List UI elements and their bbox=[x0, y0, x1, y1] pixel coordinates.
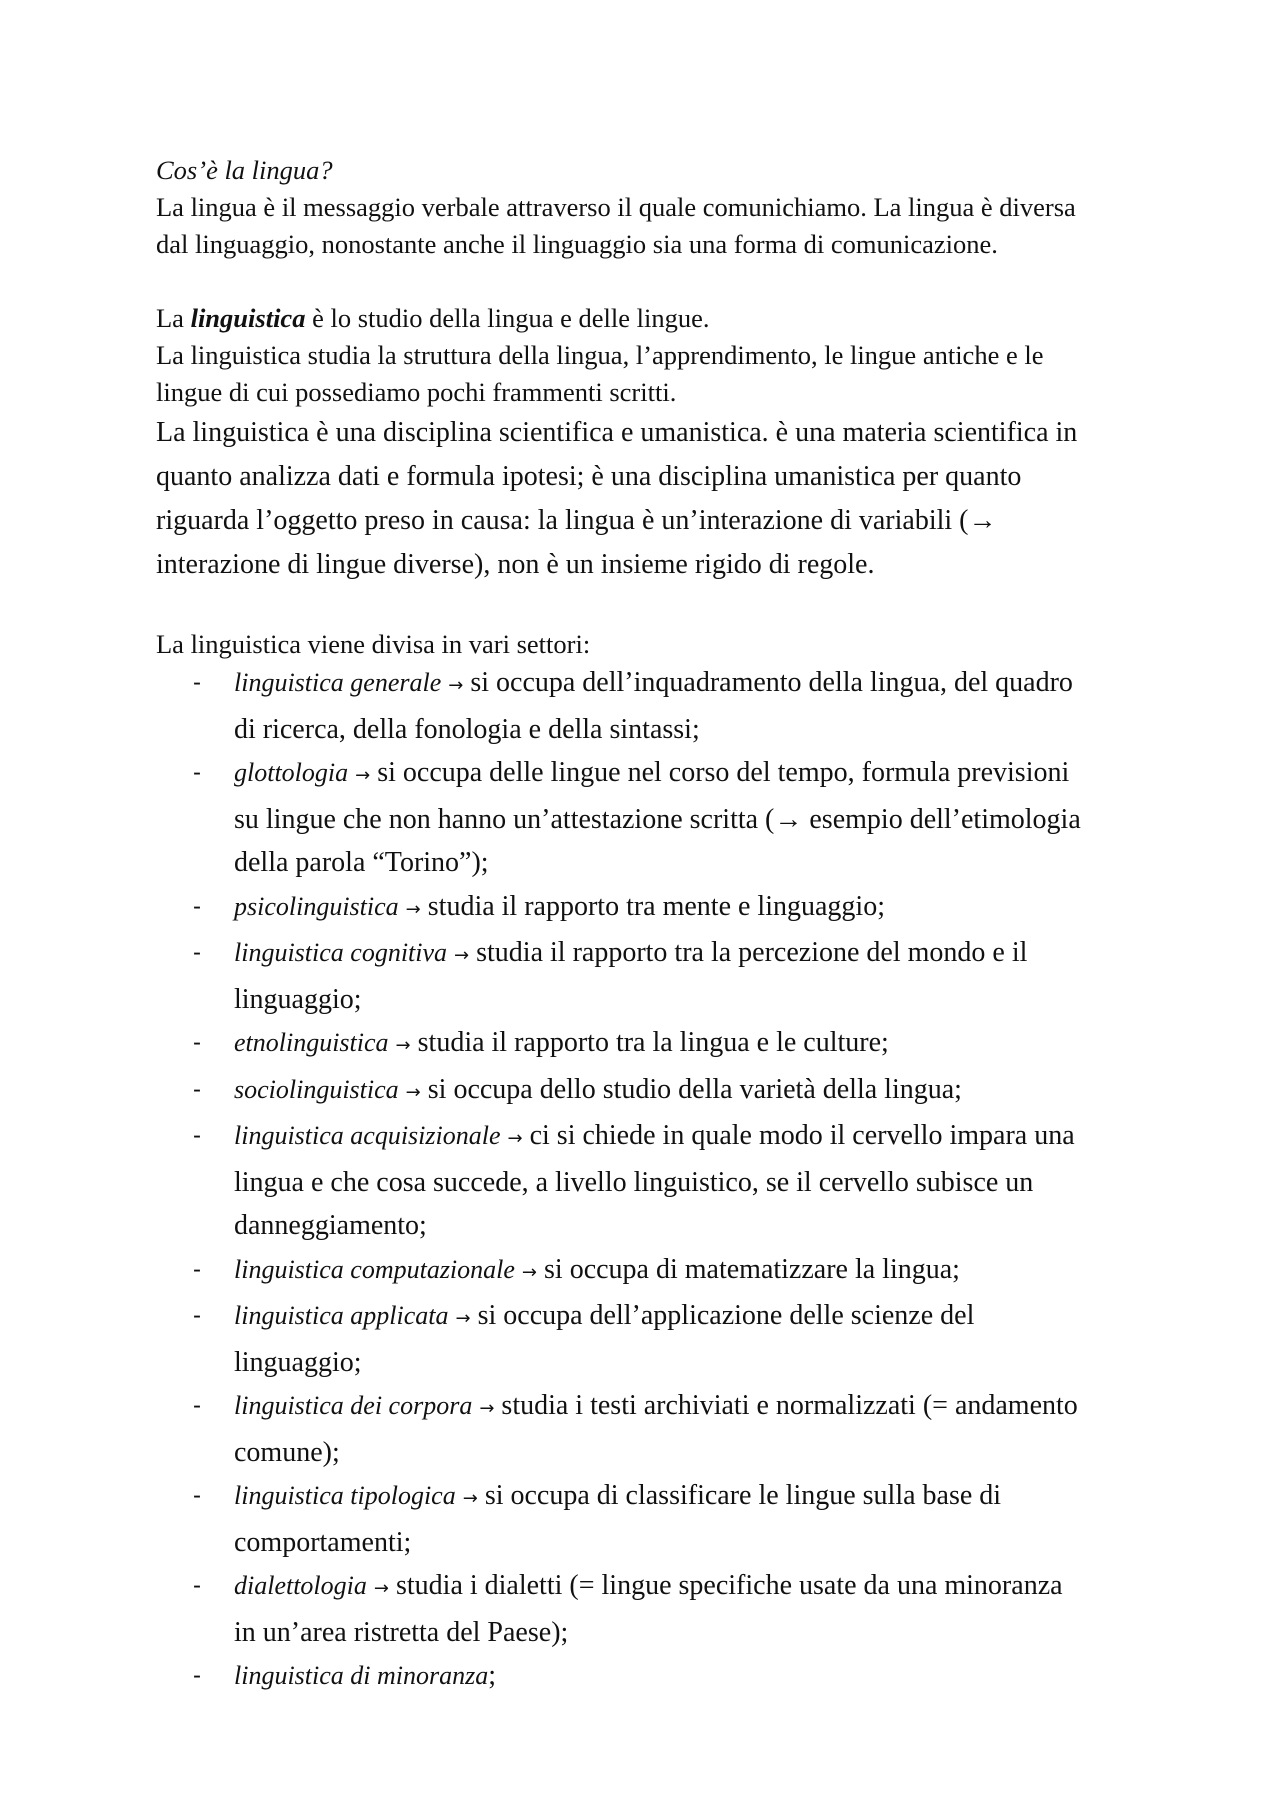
sector-description-line: studia il rapporto tra la lingua e le culture; bbox=[417, 1027, 889, 1058]
sector-description-line: si occupa dell’inquadramento della lingua, del quadro bbox=[470, 667, 1073, 698]
sector-item bbox=[156, 751, 1130, 885]
sector-description-line: lingua e che cosa succede, a livello linguistico, se il cervello subisce un bbox=[234, 1166, 1034, 1198]
sectors-list bbox=[156, 661, 1130, 1698]
sector-term: linguistica acquisizionale bbox=[234, 1121, 501, 1150]
sector-description-line: studia i testi archiviati e normalizzati (= andamento bbox=[501, 1390, 1078, 1421]
sector-term: linguistica cognitiva bbox=[234, 938, 448, 967]
sector-item bbox=[156, 1384, 1130, 1474]
sector-term: sociolinguistica bbox=[234, 1074, 399, 1104]
definition-line bbox=[156, 300, 1130, 337]
sector-term: etnolinguistica bbox=[234, 1028, 389, 1057]
paragraph-line: dal linguaggio, nonostante anche il linguaggio sia una forma di comunicazione. bbox=[156, 229, 998, 259]
arrow-icon: → bbox=[521, 1261, 538, 1283]
sector-term: linguistica tipologica bbox=[234, 1481, 456, 1510]
bullet-dash: - bbox=[193, 1662, 201, 1689]
paragraph-spacer bbox=[156, 587, 1130, 627]
paragraph-line: lingue di cui possediamo pochi frammenti scritti. bbox=[156, 377, 677, 407]
sector-item bbox=[156, 1564, 1130, 1654]
bullet-dash: - bbox=[193, 892, 201, 920]
sector-description-line: studia i dialetti (= lingue specifiche usate da una minoranza bbox=[395, 1570, 1063, 1601]
paragraph-line: La linguistica è una disciplina scientifica e umanistica. è una materia scientifica in bbox=[156, 417, 1078, 448]
section-heading: Cos’è la lingua? bbox=[156, 155, 333, 185]
text-fragment: La bbox=[156, 303, 191, 333]
bullet-dash: - bbox=[193, 1482, 201, 1509]
arrow-icon: → bbox=[395, 1035, 411, 1056]
paragraph-line: interazione di lingue diverse), non è un insieme rigido di regole. bbox=[156, 549, 875, 580]
paragraph-line: quanto analizza dati e formula ipotesi; è una disciplina umanistica per quanto bbox=[156, 461, 1022, 492]
sector-description-line: si occupa dell’applicazione delle scienze del bbox=[477, 1300, 975, 1331]
text-fragment: è lo studio della lingua e delle lingue. bbox=[305, 303, 710, 333]
sector-item bbox=[156, 1474, 1130, 1564]
sector-term: psicolinguistica bbox=[234, 891, 399, 921]
arrow-icon: → bbox=[454, 945, 470, 966]
arrow-icon: → bbox=[455, 1308, 471, 1329]
bullet-dash: - bbox=[193, 1122, 201, 1149]
sector-term: linguistica di minoranza bbox=[234, 1661, 489, 1690]
arrow-icon: → bbox=[479, 1398, 495, 1419]
sector-term: linguistica generale bbox=[234, 668, 442, 697]
sector-description-line: si occupa dello studio della varietà della lingua; bbox=[427, 1073, 962, 1105]
sector-item bbox=[156, 1114, 1130, 1248]
sector-item bbox=[156, 661, 1130, 751]
paragraph-line: La linguistica studia la struttura della lingua, l’apprendimento, le lingue antiche e le bbox=[156, 340, 1044, 370]
sector-description-line: danneggiamento; bbox=[234, 1210, 427, 1241]
paragraph-line: riguarda l’oggetto preso in causa: la lingua è un’interazione di variabili (→ bbox=[156, 505, 997, 536]
arrow-icon: → bbox=[355, 765, 371, 786]
sector-description-line: ci si chiede in quale modo il cervello impara una bbox=[529, 1120, 1075, 1151]
bullet-dash: - bbox=[193, 1029, 201, 1056]
sector-item bbox=[156, 1294, 1130, 1384]
bullet-dash: - bbox=[193, 759, 201, 786]
sector-description-line: si occupa delle lingue nel corso del tempo, formula previsioni bbox=[377, 757, 1070, 788]
paragraph-line: La lingua è il messaggio verbale attraverso il quale comunichiamo. La lingua è diversa bbox=[156, 192, 1076, 222]
sector-term: linguistica applicata bbox=[234, 1301, 449, 1330]
sector-term: dialettologia bbox=[234, 1571, 367, 1600]
paragraph-spacer bbox=[156, 263, 1130, 300]
sector-description-line: della parola “Torino”); bbox=[234, 847, 489, 878]
sector-term: linguistica computazionale bbox=[234, 1254, 515, 1284]
sector-description-line: comportamenti; bbox=[234, 1526, 412, 1558]
sector-item bbox=[156, 931, 1130, 1021]
bold-term: linguistica bbox=[190, 303, 306, 333]
sector-description-line: in un’area ristretta del Paese); bbox=[234, 1616, 569, 1648]
arrow-icon: → bbox=[373, 1578, 389, 1599]
sector-description-line: studia il rapporto tra mente e linguaggio; bbox=[427, 890, 885, 922]
sector-item bbox=[156, 1248, 1130, 1295]
sector-item bbox=[156, 1654, 1130, 1698]
sector-description-line: ; bbox=[488, 1660, 497, 1691]
sector-description-line: comune); bbox=[234, 1436, 340, 1468]
sector-description-line: linguaggio; bbox=[234, 983, 362, 1015]
sector-term: linguistica dei corpora bbox=[234, 1391, 473, 1420]
bullet-dash: - bbox=[193, 939, 201, 966]
sector-item bbox=[156, 1068, 1130, 1115]
arrow-icon: → bbox=[462, 1488, 478, 1509]
arrow-icon: → bbox=[405, 898, 421, 920]
sectors-intro: La linguistica viene divisa in vari settori: bbox=[156, 629, 591, 659]
sector-description-line: di ricerca, della fonologia e della sintassi; bbox=[234, 713, 700, 745]
sector-description-line: linguaggio; bbox=[234, 1346, 362, 1378]
sector-item bbox=[156, 1021, 1130, 1068]
bullet-dash: - bbox=[193, 1572, 201, 1599]
bullet-dash: - bbox=[193, 669, 201, 696]
arrow-icon: → bbox=[405, 1081, 421, 1103]
bullet-dash: - bbox=[193, 1075, 201, 1103]
sector-item bbox=[156, 885, 1130, 932]
sector-description-line: su lingue che non hanno un’attestazione scritta (→ esempio dell’etimologia bbox=[234, 803, 1081, 835]
sector-description-line: si occupa di matematizzare la lingua; bbox=[544, 1253, 960, 1285]
bullet-dash: - bbox=[193, 1302, 201, 1329]
bullet-dash: - bbox=[193, 1392, 201, 1419]
arrow-icon: → bbox=[507, 1128, 523, 1149]
sector-term: glottologia bbox=[234, 758, 349, 787]
sector-description-line: si occupa di classificare le lingue sulla base di bbox=[484, 1480, 1002, 1511]
arrow-icon: → bbox=[448, 675, 464, 696]
sector-description-line: studia il rapporto tra la percezione del mondo e il bbox=[476, 937, 1028, 968]
bullet-dash: - bbox=[193, 1255, 201, 1283]
